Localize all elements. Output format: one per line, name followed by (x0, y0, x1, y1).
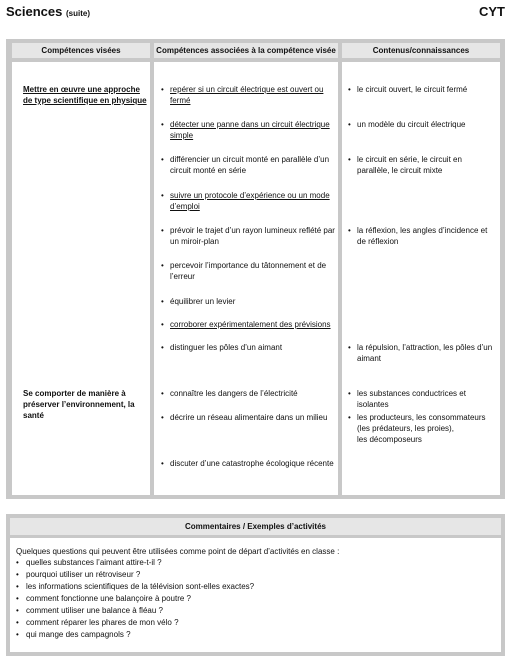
comments-box (6, 514, 505, 656)
associated-item: • connaître les dangers de l’électricité (170, 388, 335, 399)
associated-item: • corroborer expérimentalement des prévisions (170, 319, 335, 330)
questions-list (16, 557, 496, 641)
comments-title: Commentaires / Exemples d’activités (10, 518, 501, 535)
question-item: • quelles substances l’aimant attire-t-il ? (16, 557, 496, 569)
content-item: • les producteurs, les consommateurs (les prédateurs, les proies), les décomposeurs (357, 412, 495, 445)
title-text: Sciences (6, 4, 63, 19)
comments-intro: Quelques questions qui peuvent être utilisées comme point de départ d’activités en classe : (16, 547, 340, 556)
column-header-associees: Compétences associées à la compétence visée (154, 43, 338, 58)
associated-item: • percevoir l’importance du tâtonnement et de l’erreur (170, 260, 335, 282)
associated-item: • différencier un circuit monté en parallèle d’un circuit monté en série (170, 154, 335, 176)
associated-item: • distinguer les pôles d’un aimant (170, 342, 335, 353)
question-item: • comment utiliser une balance à fléau ? (16, 605, 496, 617)
question-item: • comment réparer les phares de mon vélo ? (16, 617, 496, 629)
associated-item: • repérer si un circuit électrique est ouvert ou fermé (170, 84, 335, 106)
question-item: • les informations scientifiques de la télévision sont-elles exactes? (16, 581, 496, 593)
column-associees (154, 62, 338, 495)
question-item: • qui mange des campagnols ? (16, 629, 496, 641)
associated-item: • détecter une panne dans un circuit électrique simple (170, 119, 335, 141)
content-item: • le circuit en série, le circuit en parallèle, le circuit mixte (357, 154, 495, 176)
column-competences (12, 62, 150, 495)
question-item: • comment fonctionne une balançoire à poutre ? (16, 593, 496, 605)
associated-item: • discuter d’une catastrophe écologique récente (170, 458, 335, 469)
content-item: • les substances conductrices et isolantes (357, 388, 495, 410)
question-item: • pourquoi utiliser un rétroviseur ? (16, 569, 496, 581)
competence-physique: Mettre en œuvre une approche de type scientifique en physique (23, 85, 147, 105)
content-item: • la réflexion, les angles d’incidence et de réflexion (357, 225, 495, 247)
content-item: • le circuit ouvert, le circuit fermé (357, 84, 495, 95)
associated-item: • prévoir le trajet d’un rayon lumineux reflété par un miroir-plan (170, 225, 335, 247)
cycle-code: CYT (479, 4, 505, 19)
column-contenus (342, 62, 500, 495)
comments-body (10, 538, 501, 652)
competences-table (6, 39, 505, 499)
associated-item: • équilibrer un levier (170, 296, 335, 307)
associated-item: • suivre un protocole d’expérience ou un mode d’emploi (170, 190, 335, 212)
associated-item: • décrire un réseau alimentaire dans un milieu (170, 412, 335, 423)
page-title (6, 4, 90, 22)
column-header-competences: Compétences visées (12, 43, 150, 58)
content-item: • la répulsion, l’attraction, les pôles d’un aimant (357, 342, 495, 364)
content-item: • un modèle du circuit électrique (357, 119, 495, 130)
column-header-contenus: Contenus/connaissances (342, 43, 500, 58)
competence-environnement: Se comporter de manière à préserver l’environnement, la santé (23, 389, 135, 420)
title-suite: (suite) (66, 9, 90, 18)
